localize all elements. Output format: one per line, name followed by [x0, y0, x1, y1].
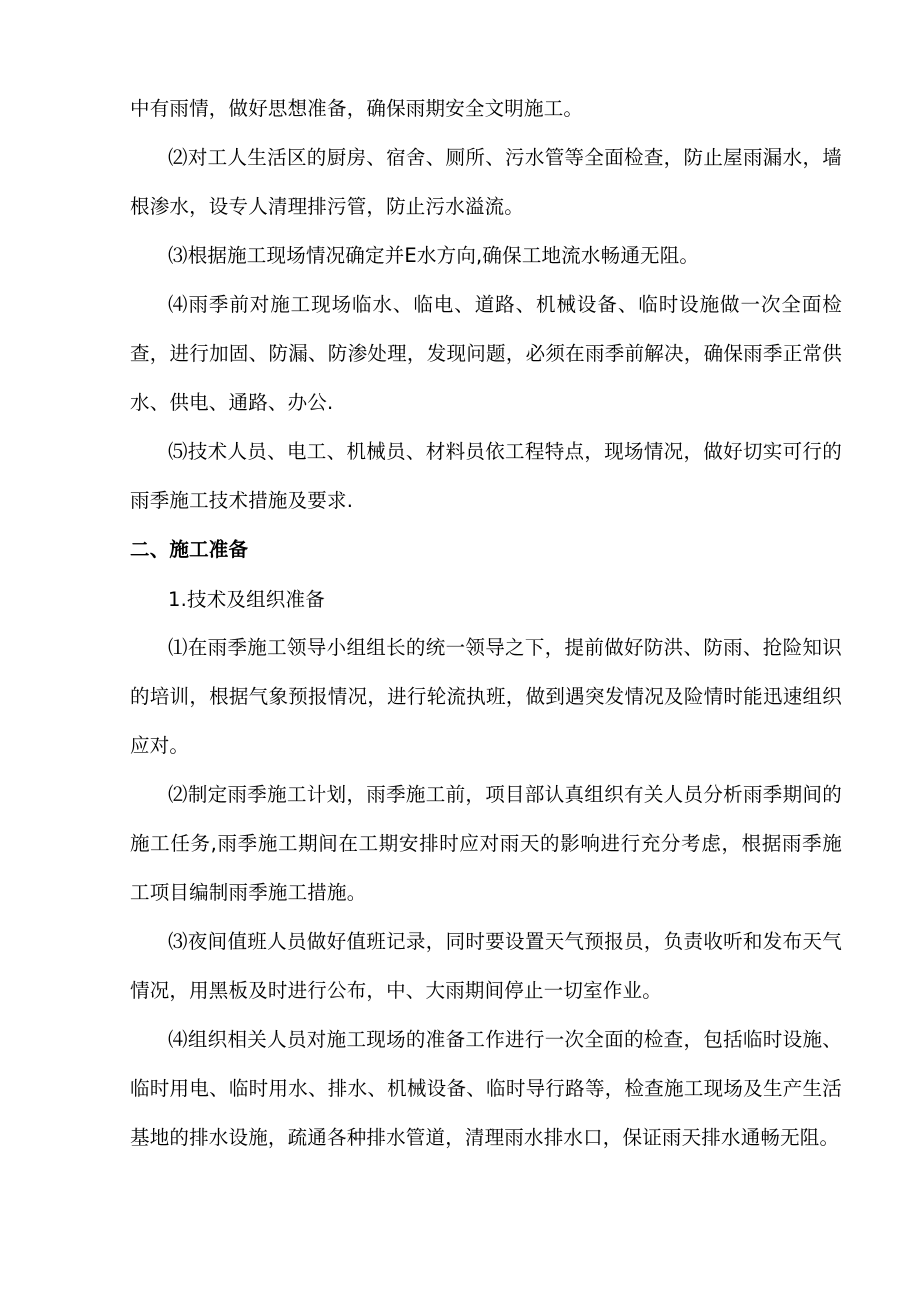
paragraph-item-3b: ⑶夜间值班人员做好值班记录，同时要设置天气预报员，负责收听和发布天气情况，用黑板及时进行公布，中、大雨期间停止一切室作业。	[130, 930, 842, 1002]
paragraph-item-4: ⑷雨季前对施工现场临水、临电、道路、机械设备、临时设施做一次全面检查，进行加固、防漏、防渗处理，发现问题，必须在雨季前解决，确保雨季正常供水、供电、通路、办公.	[130, 293, 842, 414]
paragraph-item-2b: ⑵制定雨季施工计划，雨季施工前，项目部认真组织有关人员分析雨季期间的施工任务,雨季施工期间在工期安排时应对雨天的影响进行充分考虑，根据雨季施工项目编制雨季施工措施。	[130, 783, 842, 904]
section-heading: 二、施工准备	[130, 538, 249, 561]
paragraph-item-2: ⑵对工人生活区的厨房、宿舍、厕所、污水管等全面检查，防止屋雨漏水，墙根渗水，设专人清理排污管，防止污水溢流。	[130, 146, 842, 218]
paragraph-continuation: 中有雨情，做好思想准备，确保雨期安全文明施工。	[130, 97, 584, 120]
paragraph-item-4b: ⑷组织相关人员对施工现场的准备工作进行一次全面的检查，包括临时设施、临时用电、临时用水、排水、机械设备、临时导行路等，检查施工现场及生产生活基地的排水设施，疏通各种排水管道，清理雨水排水口，保证雨天排水通畅无阻。	[130, 1028, 842, 1149]
paragraph-item-3: ⑶根据施工现场情况确定并E水方向,确保工地流水畅通无阻。	[168, 244, 700, 267]
paragraph-item-5: ⑸技术人员、电工、机械员、材料员依工程特点，现场情况，做好切实可行的雨季施工技术措施及要求.	[130, 440, 842, 512]
subsection-heading: 1.技术及组织准备	[168, 588, 325, 611]
paragraph-item-1b: ⑴在雨季施工领导小组组长的统一领导之下，提前做好防洪、防雨、抢险知识的培训，根据气象预报情况，进行轮流执班，做到遇突发情况及险情时能迅速组织应对。	[130, 636, 842, 757]
